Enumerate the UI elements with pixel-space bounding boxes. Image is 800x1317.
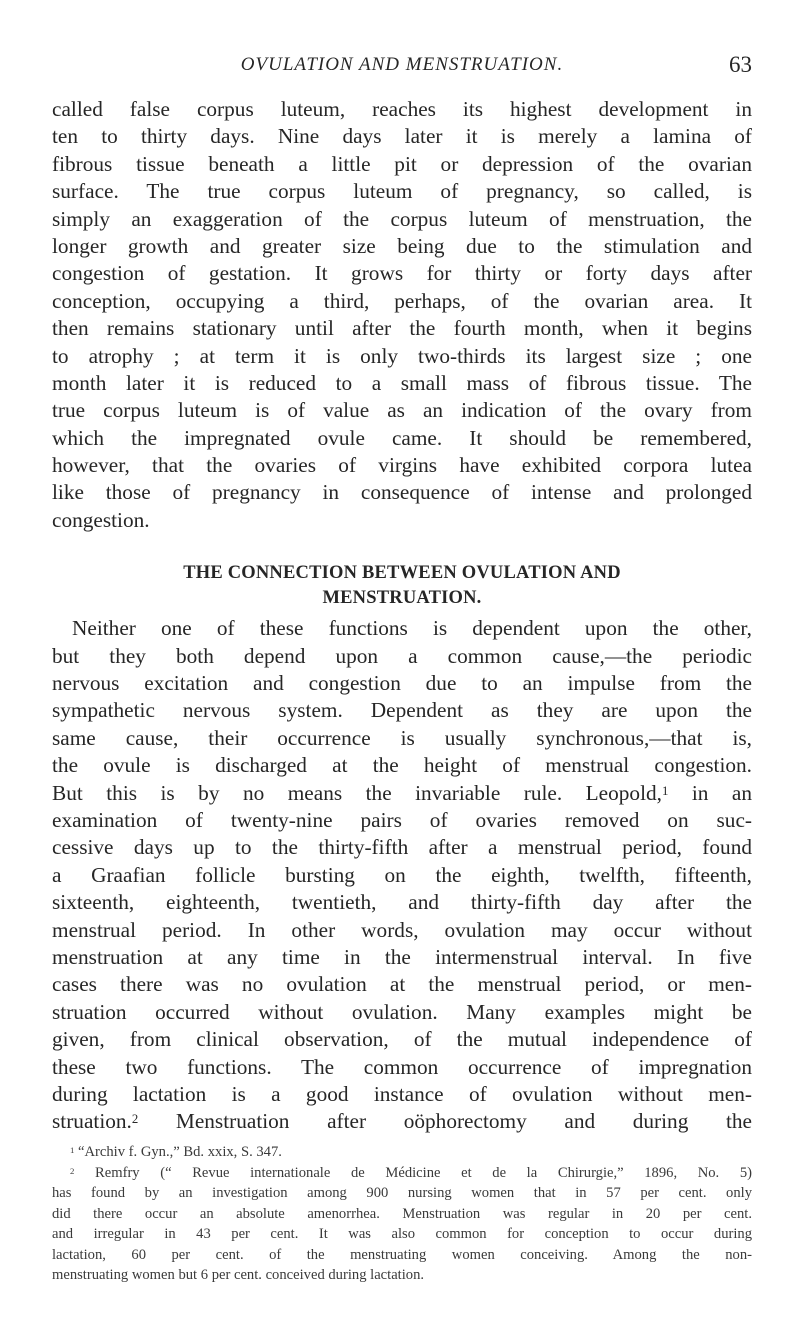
text-line: conception, occupying a third, perhaps, of the ovarian area. It [52,288,752,313]
text-line-with-footnote-ref [52,1108,752,1135]
paragraph-connection [52,615,752,1135]
footnote-2 [52,1163,752,1184]
footnotes [52,1142,752,1286]
text-line: a Graafian follicle bursting on the eighth, twelfth, fifteenth, [52,862,752,887]
text-line: called false corpus luteum, reaches its highest development in [52,97,752,121]
text-line: to atrophy ; at term it is only two-thirds its largest size ; one [52,343,752,368]
running-title: OVULATION AND MENSTRUATION. [240,54,564,75]
text-line-with-footnote-ref [52,780,752,807]
text-fragment: But this is by no means the invariable rule. Leopold, [52,780,662,805]
text-line: menstrual period. In other words, ovulation may occur without [52,917,752,942]
text-line: like those of pregnancy in consequence of intense and prolonged [52,480,752,505]
footnote-line: has found by an investigation among 900 nursing women that in 57 per cent. only [52,1185,752,1201]
footnote-line: did there occur an absolute amenorrhea. Menstruation was regular in 20 per cent. [52,1205,752,1222]
footnote-line: lactation, 60 per cent. of the menstruating women conceiving. Among the non- [52,1246,752,1263]
footnote-1 [52,1142,752,1163]
footnote-mark: 1 [70,1145,75,1155]
section-heading [52,561,752,611]
text-line: which the impregnated ovule came. It should be remembered, [52,425,752,450]
text-fragment: struation. [52,1109,132,1134]
text-line: the ovule is discharged at the height of menstrual congestion. [52,753,752,778]
footnote-line: and irregular in 43 per cent. It was also common for conception to occur during [52,1226,752,1242]
text-line: then remains stationary until after the fourth month, when it begins [52,316,752,341]
paragraph-corpus-luteum [52,96,752,534]
section-heading-line: THE CONNECTION BETWEEN OVULATION AND [183,563,621,584]
text-line: cases there was no ovulation at the menstrual period, or men- [52,972,752,997]
text-fragment: in an [668,780,752,805]
text-line: cessive days up to the thirty-fifth after a menstrual period, found [52,835,752,860]
text-line: true corpus luteum is of value as an indication of the ovary from [52,398,752,423]
text-line: same cause, their occurrence is usually synchronous,—that is, [52,725,752,750]
footnote-text: Remfry (“ Revue internationale de Médicine et de la Chirurgie,” 1896, No. 5) [95,1164,752,1181]
text-line: but they both depend upon a common cause,—the periodic [52,643,752,668]
footnote-mark: 2 [70,1165,75,1176]
running-head [52,52,752,82]
text-line: menstruation at any time in the intermenstrual interval. In five [52,944,752,969]
text-line: surface. The true corpus luteum of pregnancy, so called, is [52,179,752,204]
text-fragment: Menstruation after oöphorectomy and during the [175,1109,752,1134]
footnote-line: menstruating women but 6 per cent. conceived during lactation. [52,1267,425,1283]
text-line: longer growth and greater size being due to the stimulation and [52,233,752,258]
section-heading-line: MENSTRUATION. [322,588,482,609]
footnote-ref: 1 [661,783,669,798]
text-line: simply an exaggeration of the corpus luteum of menstruation, the [52,206,752,231]
page-number: 63 [729,52,752,77]
text-line: examination of twenty-nine pairs of ovaries removed on suc- [52,807,752,832]
text-line: struation occurred without ovulation. Many examples might be [52,999,752,1024]
text-line: congestion. [52,507,150,532]
text-line: given, from clinical observation, of the mutual independence of [52,1027,752,1052]
text-line: sympathetic nervous system. Dependent as they are upon the [52,698,752,723]
text-line: sixteenth, eighteenth, twentieth, and thirty-fifth day after the [52,890,752,915]
text-line: Neither one of these functions is dependent upon the other, [72,616,752,641]
text-line: these two functions. The common occurrence of impregnation [52,1054,752,1079]
text-line: fibrous tissue beneath a little pit or depression of the ovarian [52,151,752,176]
text-line: however, that the ovaries of virgins have exhibited corpora lutea [52,453,752,478]
text-line: nervous excitation and congestion due to an impulse from the [52,671,752,696]
body-text [52,96,752,1136]
footnote-text: “Archiv f. Gyn.,” Bd. xxix, S. 347. [78,1144,282,1160]
text-line: congestion of gestation. It grows for thirty or forty days after [52,261,752,286]
footnote-ref: 2 [131,1112,139,1127]
text-line: month later it is reduced to a small mass of fibrous tissue. The [52,370,752,395]
text-line: during lactation is a good instance of ovulation without men- [52,1081,752,1106]
text-line: ten to thirty days. Nine days later it is merely a lamina of [52,124,752,149]
